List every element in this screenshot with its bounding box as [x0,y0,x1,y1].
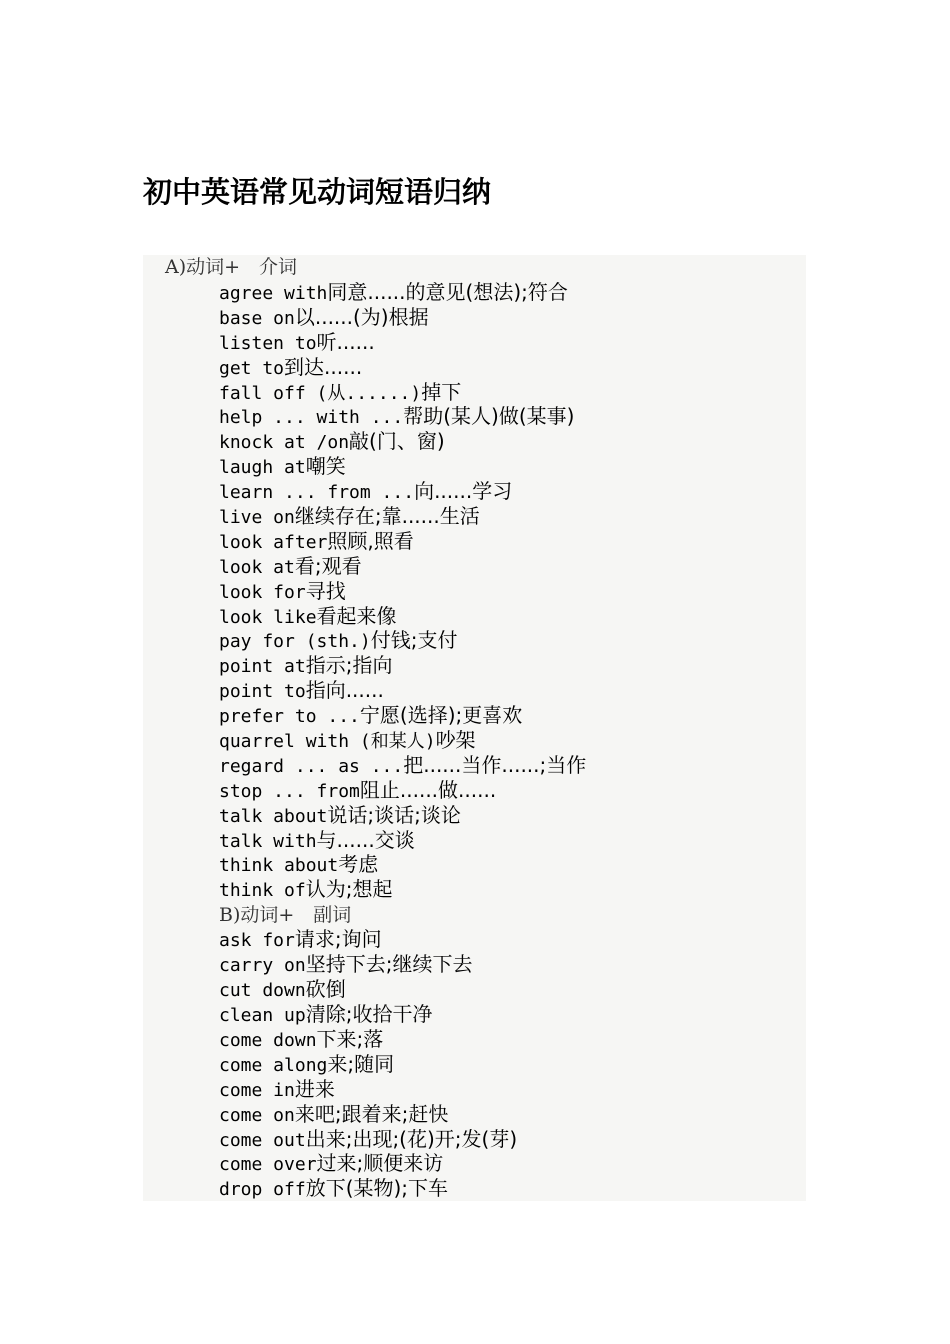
phrase-english: come down [219,1029,317,1051]
phrase-english: base on [219,307,295,329]
phrase-chinese: 付钱;支付 [370,628,458,653]
phrase-item [219,429,586,454]
phrase-english: agree with [219,283,328,304]
phrase-chinese: 请求;询问 [294,927,382,952]
phrase-chinese: 来;随同 [327,1051,395,1076]
phrase-english: knock at /on [219,432,350,454]
phrase-chinese: 来吧;跟着来;赶快 [294,1101,449,1126]
phrase-item [219,803,586,828]
phrase-item [219,529,586,554]
phrase-english: drop off [219,1179,306,1201]
phrase-item [219,653,586,678]
page-title: 初中英语常见动词短语归纳 [143,175,492,209]
phrase-chinese: 掉下 [421,379,462,404]
phrase-chinese: 看起来像 [316,603,397,628]
phrase-chinese: 到达...... [284,354,363,379]
phrase-item [219,1077,517,1102]
phrase-chinese: 认为;想起 [305,877,393,902]
phrase-english: come over [219,1154,317,1176]
phrase-chinese: 出来;出现;(花)开;发(芽) [305,1126,518,1151]
phrase-chinese: 向......学习 [414,479,513,504]
phrase-english: come in [219,1079,295,1101]
phrase-chinese: 寻找 [305,578,346,603]
phrase-english: point at [219,656,306,678]
phrase-chinese: 吵架 [435,728,476,753]
phrase-item [219,678,586,703]
section-b-phrase-list [219,927,517,1201]
phrase-item [219,703,586,728]
phrase-chinese: 敲(门、窗) [349,429,445,454]
phrase-item [219,828,586,853]
phrase-item [219,579,586,604]
phrase-chinese: 以......(为)根据 [294,304,429,329]
section-a-phrase-list [219,280,586,902]
phrase-english: come on [219,1104,295,1126]
phrase-chinese: 指示;指向 [305,653,393,678]
phrase-item [219,1052,517,1077]
phrase-english: pay for (sth.) [219,631,371,653]
phrase-chinese: 清除;收拾干净 [305,1002,433,1027]
phrase-chinese: 砍倒 [305,977,346,1002]
section-b-heading: B)动词+ 副词 [219,903,352,926]
phrase-english: cut down [219,980,306,1002]
phrase-chinese: 帮助(某人)做(某事) [403,404,575,429]
phrase-english: clean up [219,1005,306,1027]
phrase-item [219,877,586,902]
phrase-english: look after [219,531,328,553]
phrase-chinese: 放下(某物);下车 [305,1176,449,1201]
phrase-chinese: 继续存在;靠......生活 [294,504,480,529]
phrase-chinese: 同意......的意见(想法);符合 [327,280,568,304]
phrase-item [219,628,586,653]
phrase-item [219,952,517,977]
phrase-english: regard ... as ... [219,755,404,777]
phrase-chinese: 指向...... [305,678,384,703]
phrase-item [219,305,586,330]
phrase-item [219,852,586,877]
phrase-english: laugh at [219,457,306,479]
phrase-item [219,479,586,504]
phrase-item [219,554,586,579]
phrase-item [219,1102,517,1127]
phrase-item [219,728,586,753]
phrase-english: learn ... from ... [219,482,415,504]
phrase-english: live on [219,507,295,529]
phrase-item [219,404,586,429]
phrase-chinese: 考虑 [338,852,379,877]
phrase-item [219,778,586,803]
phrase-item [219,454,586,479]
phrase-english: fall off (从......) [219,382,422,404]
phrase-english: talk with [219,830,317,852]
phrase-item [219,1176,517,1201]
phrase-english: come out [219,1129,306,1151]
phrase-chinese: 坚持下去;继续下去 [305,952,473,977]
phrase-english: point to [219,681,306,703]
phrase-item [219,1027,517,1052]
phrase-english: carry on [219,955,306,977]
phrase-item [219,977,517,1002]
phrase-chinese: 与......交谈 [316,827,415,852]
phrase-item [219,753,586,778]
phrase-chinese: 宁愿(选择);更喜欢 [359,703,523,728]
phrase-english: get to [219,357,285,379]
phrase-item [219,1151,517,1176]
phrase-item [219,280,586,305]
phrase-item [219,1002,517,1027]
phrase-chinese: 过来;顺便来访 [316,1151,444,1176]
phrase-chinese: 听...... [316,329,375,354]
phrase-chinese: 把......当作......;当作 [403,752,587,777]
phrase-english: talk about [219,805,328,827]
phrase-item [219,604,586,629]
phrase-english: quarrel with (和某人) [219,731,436,753]
phrase-english: listen to [219,332,317,354]
phrase-english: look at [219,556,295,578]
phrase-english: prefer to ... [219,706,360,728]
phrase-item [219,504,586,529]
phrase-english: think about [219,855,339,877]
phrase-item [219,380,586,405]
phrase-chinese: 嘲笑 [305,454,346,479]
phrase-chinese: 说话;谈话;谈论 [327,802,461,827]
phrase-chinese: 看;观看 [294,553,362,578]
phrase-chinese: 阻止......做...... [359,777,497,802]
phrase-item [219,355,586,380]
phrase-item [219,1127,517,1152]
phrase-english: think of [219,880,306,902]
phrase-item [219,927,517,952]
phrase-item [219,330,586,355]
section-a-heading: A)动词+ 介词 [165,256,298,278]
phrase-english: ask for [219,930,295,952]
phrase-chinese: 进来 [294,1076,335,1101]
phrase-english: help ... with ... [219,407,404,429]
phrase-english: look like [219,606,317,628]
phrase-chinese: 下来;落 [316,1026,384,1051]
phrase-english: look for [219,581,306,603]
phrase-chinese: 照顾,照看 [327,528,414,553]
phrase-english: stop ... from [219,780,360,802]
phrase-english: come along [219,1054,328,1076]
